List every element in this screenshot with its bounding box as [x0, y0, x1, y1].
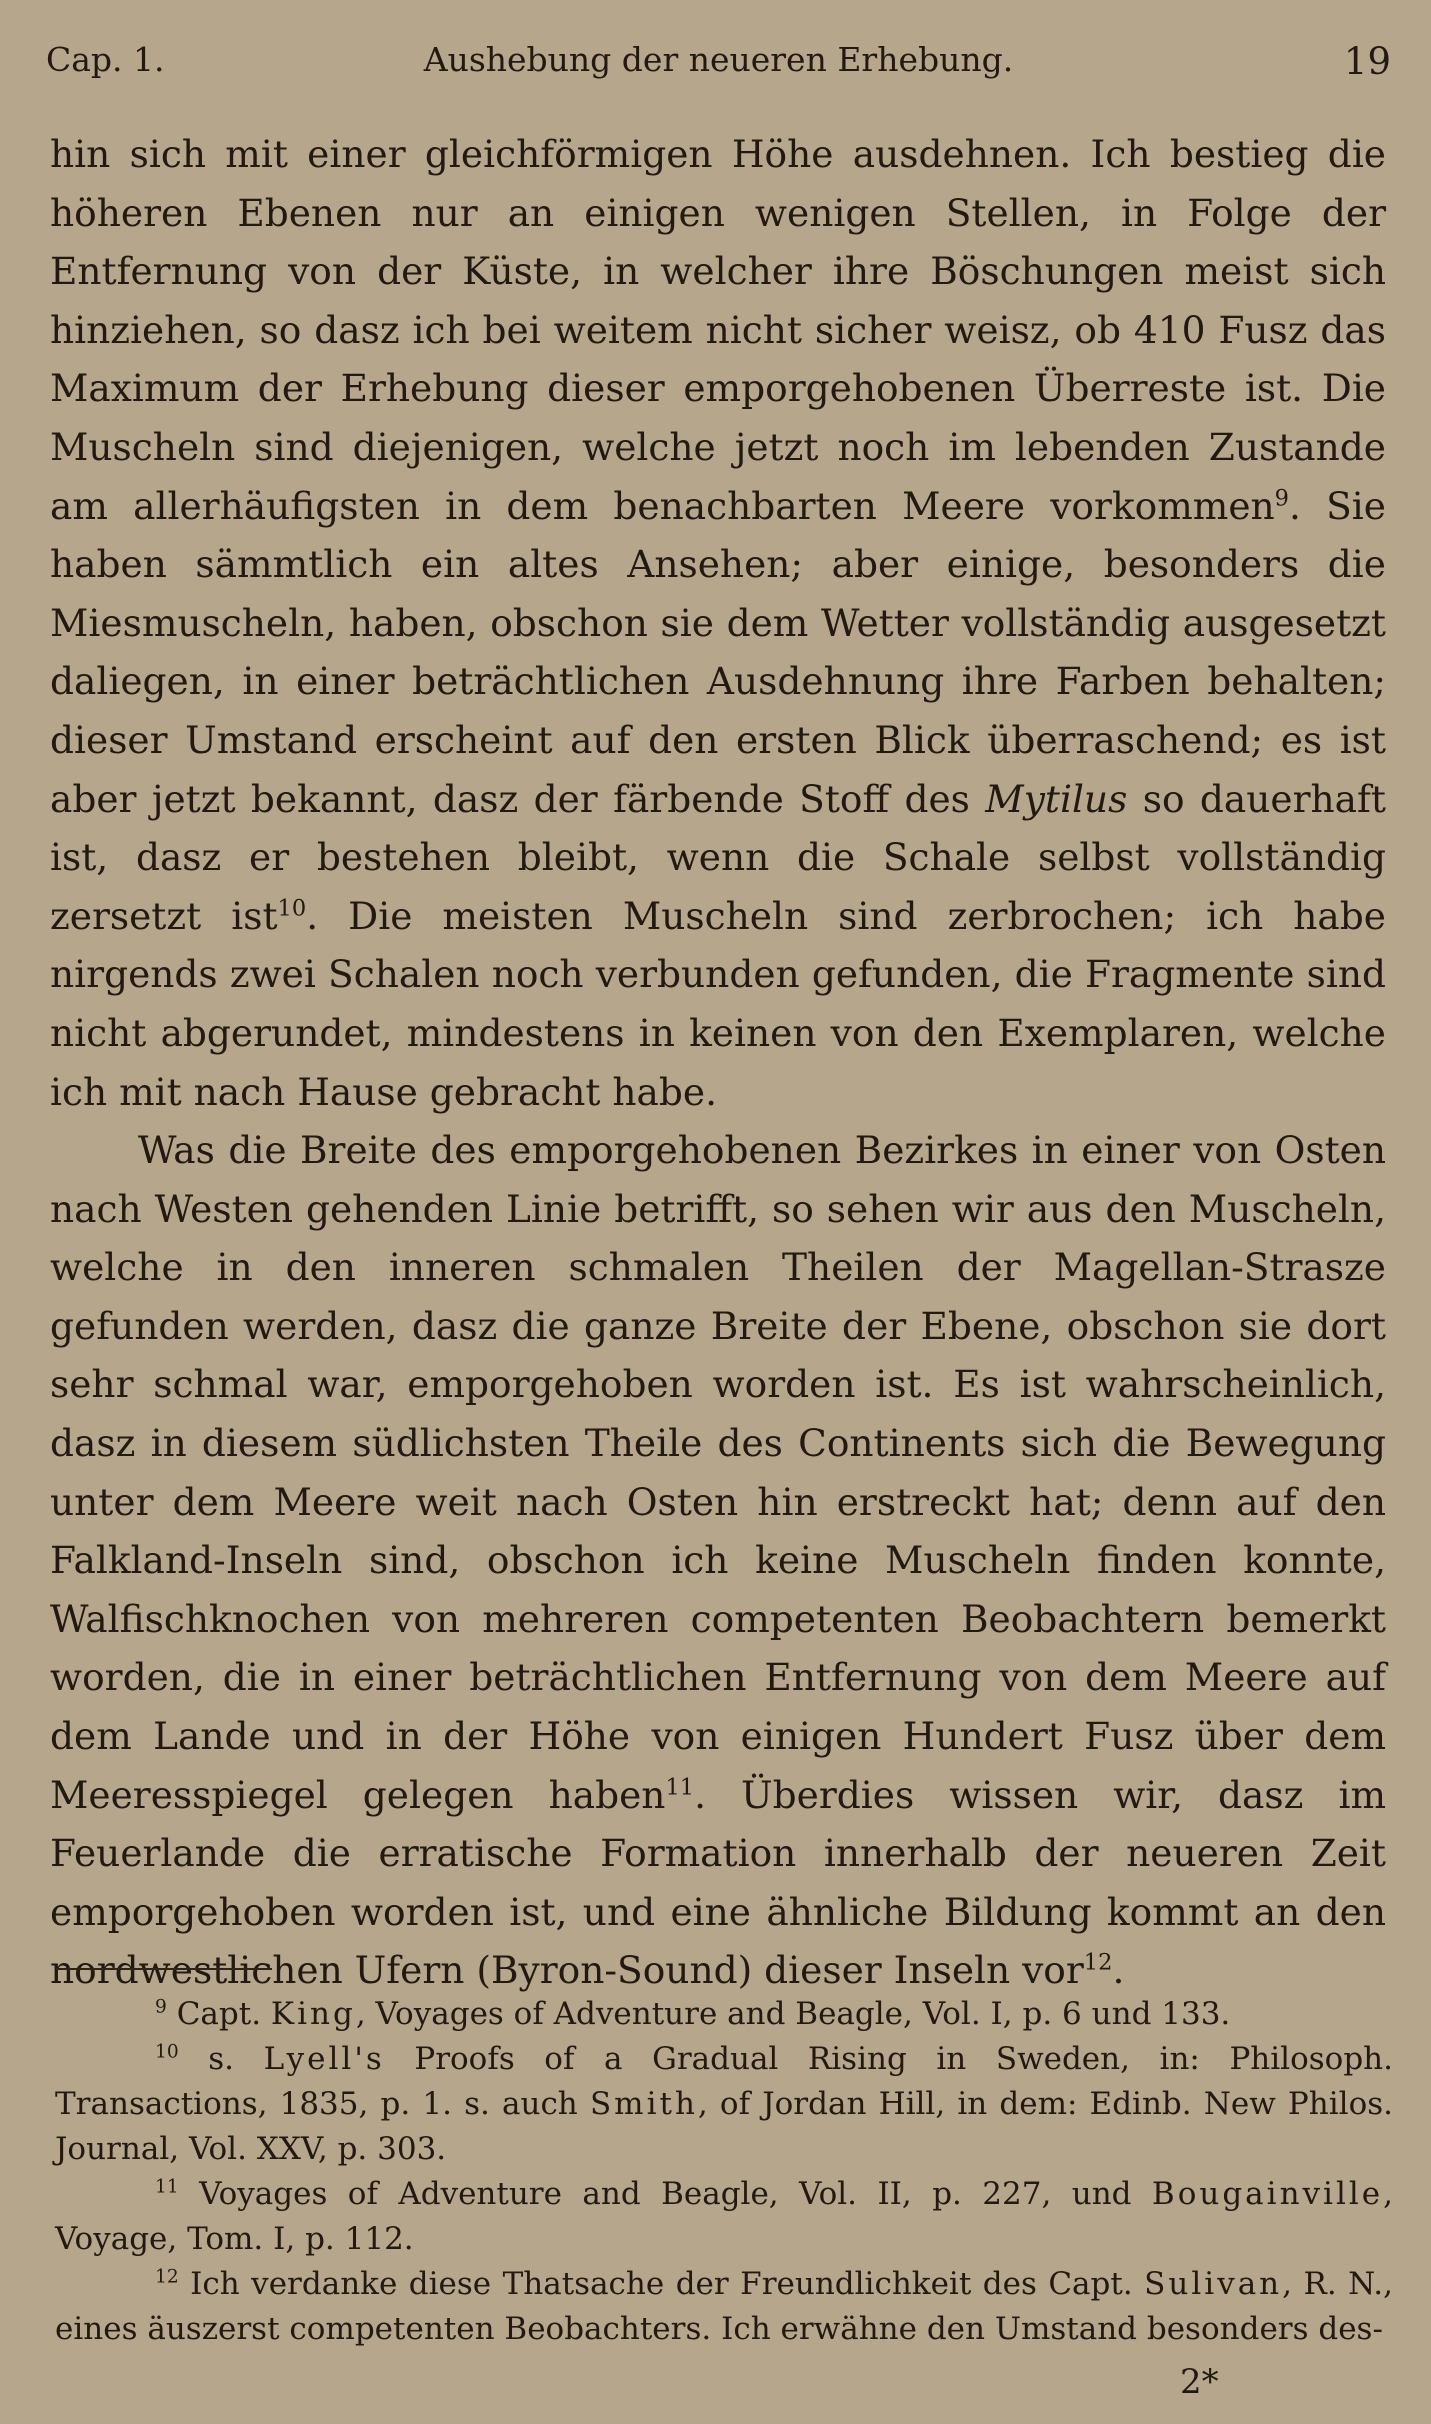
- text-run: so dauerhaft ist, dasz er bestehen bleibt, wenn die Schale selbst vollständig zersetzt ist: [50, 776, 1386, 938]
- footnote: [55, 2172, 1393, 2262]
- running-header: [46, 40, 1391, 90]
- paragraph: [50, 125, 1386, 1121]
- footnote-ref: 11: [155, 2176, 179, 2198]
- footnote-ref: 11: [665, 1774, 695, 1801]
- text-run: , Voyage, Tom. I, p. 112.: [55, 2176, 1393, 2257]
- footnote-ref: 9: [1274, 485, 1289, 512]
- text-run: Proofs of a Gradual Rising in Sweden, in: Philosoph. Transactions, 1835, p. 1. s. auch: [55, 2041, 1393, 2122]
- text-run: . Überdies wissen wir, dasz im Feuerlande die erratische Formation innerhalb der neueren Zeit emporgehoben worden ist, und eine ähnliche Bildung kommt an den nordwestlichen Ufern (Byron-Sound) dieser Inseln vor: [50, 1772, 1387, 1993]
- footnote-ref: 10: [155, 2041, 179, 2063]
- chapter-label: Cap. 1.: [46, 40, 165, 79]
- text-run: Ich verdanke diese Thatsache der Freundlichkeit des Capt.: [178, 2266, 1145, 2302]
- signature-mark: 2*: [1180, 2362, 1219, 2402]
- text-run: Capt.: [166, 1996, 271, 2032]
- footnote: [55, 2037, 1393, 2172]
- footnote-ref: 12: [155, 2266, 179, 2288]
- author-name: Smith: [589, 2086, 698, 2122]
- author-name: King: [270, 1996, 356, 2032]
- text-run: , Voyages of Adventure and Beagle, Vol. I, p. 6 und 133.: [355, 1996, 1231, 2032]
- footnote: [55, 2262, 1393, 2352]
- body-text: [50, 125, 1386, 2000]
- text-run: , R. N., eines äuszerst competenten Beobachters. Ich erwähne den Umstand besonders des-: [55, 2266, 1393, 2347]
- author-name: Sulivan: [1144, 2266, 1283, 2302]
- text-run: . Die meisten Muscheln sind zerbrochen; ich habe nirgends zwei Schalen noch verbunden gefunden, die Fragmente sind nicht abgerundet, mindestens in keinen von den Exemplaren, welche ich mit nach Hause gebracht habe.: [50, 893, 1386, 1114]
- italic-term: Mytilus: [985, 776, 1128, 821]
- text-run: s.: [178, 2041, 264, 2077]
- author-name: Bougainville: [1151, 2176, 1384, 2212]
- footnote-ref: 10: [277, 895, 307, 922]
- footnote-ref: 9: [155, 1996, 167, 2018]
- text-run: . Sie haben sämmtlich ein altes Ansehen; aber einige, besonders die Miesmuscheln, haben, obschon sie dem Wetter vollständig ausgesetzt daliegen, in einer beträchtlichen Ausdehnung ihre Farben behalten; dieser Umstand erscheint auf den ersten Blick überraschend; es ist aber jetzt bekannt, dasz der färbende Stoff des: [50, 483, 1386, 821]
- paragraph: [50, 1121, 1386, 2000]
- author-name: Lyell's: [263, 2041, 385, 2077]
- footnote-ref: 12: [1083, 1949, 1113, 1976]
- footnote-divider: [56, 1968, 272, 1970]
- running-title: Aushebung der neueren Erhebung.: [423, 40, 1014, 79]
- text-run: Voyages of Adventure and Beagle, Vol. II, p. 227, und: [178, 2176, 1152, 2212]
- text-run: Was die Breite des emporgehobenen Bezirkes in einer von Osten nach Westen gehenden Linie betrifft, so sehen wir aus den Muscheln, welche in den inneren schmalen Theilen der Magellan-Strasze gefunden werden, dasz die ganze Breite der Ebene, obschon sie dort sehr schmal war, emporgehoben worden ist. Es ist wahrscheinlich, dasz in diesem südlichsten Theile des Continents sich die Bewegung unter dem Meere weit nach Osten hin erstreckt hat; denn auf den Falkland-Inseln sind, obschon ich keine Muscheln finden konnte, Walfischknochen von mehreren competenten Beobachtern bemerkt worden, die in einer beträchtlichen Entfernung von dem Meere auf dem Lande und in der Höhe von einigen Hundert Fusz über dem Meeresspiegel gelegen haben: [50, 1128, 1386, 1817]
- footnotes: [55, 1992, 1393, 2352]
- text-run: , of Jordan Hill, in dem: Edinb. New Philos. Journal, Vol. XXV, p. 303.: [55, 2086, 1393, 2167]
- text-run: .: [1112, 1948, 1125, 1993]
- footnote: [55, 1992, 1393, 2037]
- text-run: hin sich mit einer gleichförmigen Höhe ausdehnen. Ich bestieg die höheren Ebenen nur an einigen wenigen Stellen, in Folge der Entfernung von der Küste, in welcher ihre Böschungen meist sich hinziehen, so dasz ich bei weitem nicht sicher weisz, ob 410 Fusz das Maximum der Erhebung dieser emporgehobenen Überreste ist. Die Muscheln sind diejenigen, welche jetzt noch im lebenden Zustande am allerhäufigsten in dem benachbarten Meere vorkommen: [50, 132, 1386, 528]
- page-number: 19: [1343, 40, 1391, 83]
